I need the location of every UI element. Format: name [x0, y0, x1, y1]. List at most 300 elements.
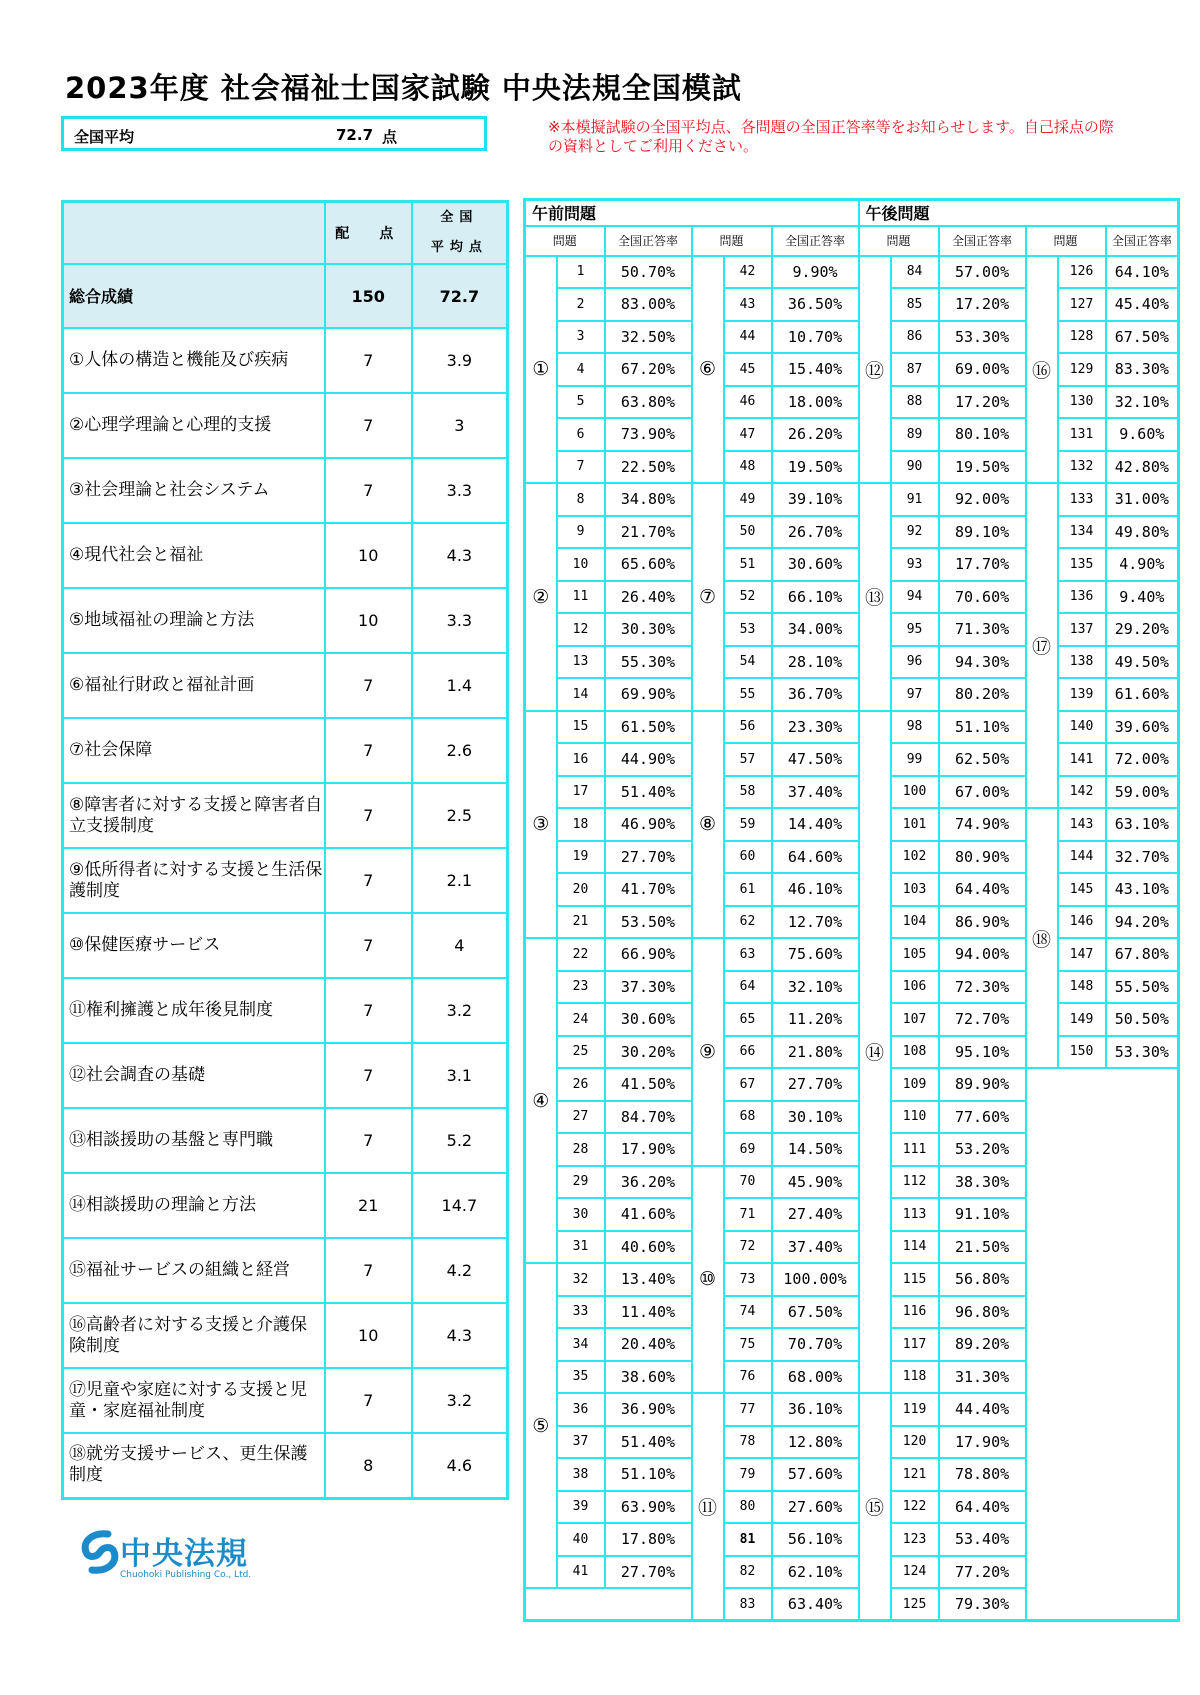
question-number: 91	[891, 483, 939, 516]
question-number: 132	[1058, 451, 1106, 484]
category-name: ⑨低所得者に対する支援と生活保護制度	[63, 848, 325, 913]
question-number: 74	[724, 1296, 772, 1329]
question-number: 100	[891, 776, 939, 809]
question-number: 40	[557, 1523, 605, 1556]
correct-rate: 55.50%	[1106, 971, 1179, 1004]
category-avg: 1.4	[412, 653, 508, 718]
subject-group-marker: ⑱	[1026, 808, 1058, 1068]
question-number: 45	[724, 353, 772, 386]
correct-rate: 77.20%	[939, 1556, 1026, 1589]
category-name: ⑧障害者に対する支援と障害者自立支援制度	[63, 783, 325, 848]
question-number: 16	[557, 743, 605, 776]
correct-rate: 86.90%	[939, 906, 1026, 939]
question-number: 10	[557, 548, 605, 581]
category-avg: 4.2	[412, 1238, 508, 1303]
category-name: ②心理学理論と心理的支援	[63, 393, 325, 458]
correct-rate: 9.40%	[1106, 581, 1179, 614]
empty-cell	[525, 1588, 692, 1621]
question-number: 78	[724, 1426, 772, 1459]
question-number: 119	[891, 1393, 939, 1426]
question-number: 143	[1058, 808, 1106, 841]
correct-rate: 64.40%	[939, 1491, 1026, 1524]
correct-rate: 41.60%	[605, 1198, 692, 1231]
correct-rate: 17.90%	[605, 1133, 692, 1166]
category-row	[63, 328, 508, 393]
subject-group-marker: ⑨	[692, 938, 724, 1166]
category-avg: 3.1	[412, 1043, 508, 1108]
question-number: 17	[557, 776, 605, 809]
question-row	[525, 808, 1179, 841]
correct-rate: 14.50%	[772, 1133, 859, 1166]
subject-group-marker: ①	[525, 256, 557, 484]
category-points: 7	[325, 393, 412, 458]
question-number: 64	[724, 971, 772, 1004]
subject-group-marker: ⑪	[692, 1393, 724, 1621]
correct-rate: 41.50%	[605, 1068, 692, 1101]
subject-group-marker: ⑦	[692, 483, 724, 711]
col-header-question: 問題	[859, 226, 939, 256]
question-number: 116	[891, 1296, 939, 1329]
col-header-question: 問題	[525, 226, 605, 256]
question-number: 102	[891, 841, 939, 874]
category-row	[63, 458, 508, 523]
col-header-question: 問題	[1026, 226, 1106, 256]
subject-group-marker: ⑯	[1026, 256, 1058, 484]
correct-rate: 21.80%	[772, 1036, 859, 1069]
category-summary-table	[61, 200, 509, 1500]
question-row	[525, 678, 1179, 711]
correct-rate: 89.10%	[939, 516, 1026, 549]
correct-rate: 83.30%	[1106, 353, 1179, 386]
correct-rate: 64.40%	[939, 873, 1026, 906]
category-points: 10	[325, 523, 412, 588]
correct-rate: 64.10%	[1106, 256, 1179, 289]
correct-rate: 67.20%	[605, 353, 692, 386]
question-number: 4	[557, 353, 605, 386]
correct-rate: 30.60%	[605, 1003, 692, 1036]
question-number: 13	[557, 646, 605, 679]
subject-group-marker: ⑰	[1026, 483, 1058, 808]
correct-rate: 57.60%	[772, 1458, 859, 1491]
question-number: 27	[557, 1101, 605, 1134]
col-header-rate: 全国正答率	[1106, 226, 1179, 256]
category-points: 7	[325, 978, 412, 1043]
correct-rate: 30.10%	[772, 1101, 859, 1134]
logo-mark-icon	[78, 1528, 122, 1576]
question-number: 111	[891, 1133, 939, 1166]
question-row	[525, 873, 1179, 906]
correct-rate: 95.10%	[939, 1036, 1026, 1069]
category-avg: 14.7	[412, 1173, 508, 1238]
question-number: 107	[891, 1003, 939, 1036]
subject-group-marker: ②	[525, 483, 557, 711]
question-number: 69	[724, 1133, 772, 1166]
correct-rate: 80.10%	[939, 418, 1026, 451]
category-avg: 2.5	[412, 783, 508, 848]
question-number: 109	[891, 1068, 939, 1101]
question-number: 23	[557, 971, 605, 1004]
correct-rate: 67.50%	[1106, 321, 1179, 354]
question-number: 20	[557, 873, 605, 906]
question-number: 149	[1058, 1003, 1106, 1036]
category-name: ⑭相談援助の理論と方法	[63, 1173, 325, 1238]
question-row	[525, 938, 1179, 971]
category-row	[63, 393, 508, 458]
question-number: 63	[724, 938, 772, 971]
correct-rate: 34.00%	[772, 613, 859, 646]
question-row	[525, 743, 1179, 776]
correct-rate: 17.20%	[939, 288, 1026, 321]
correct-rate: 47.50%	[772, 743, 859, 776]
question-number: 125	[891, 1588, 939, 1621]
correct-rate: 89.90%	[939, 1068, 1026, 1101]
question-number: 118	[891, 1361, 939, 1394]
question-number: 76	[724, 1361, 772, 1394]
question-number: 120	[891, 1426, 939, 1459]
correct-rate: 27.60%	[772, 1491, 859, 1524]
category-points: 7	[325, 653, 412, 718]
correct-rate: 55.30%	[605, 646, 692, 679]
question-number: 47	[724, 418, 772, 451]
summary-header-avg-line1: 全国	[440, 210, 479, 225]
logo-name: 中央法規	[120, 1536, 248, 1572]
category-row	[63, 1433, 508, 1498]
question-number: 77	[724, 1393, 772, 1426]
category-name: ③社会理論と社会システム	[63, 458, 325, 523]
question-number: 33	[557, 1296, 605, 1329]
column-header-row	[525, 226, 1179, 256]
correct-rate: 63.10%	[1106, 808, 1179, 841]
correct-rate: 17.20%	[939, 386, 1026, 419]
question-number: 1	[557, 256, 605, 289]
correct-rate: 12.80%	[772, 1426, 859, 1459]
correct-rate: 61.50%	[605, 711, 692, 744]
correct-rate: 12.70%	[772, 906, 859, 939]
category-points: 7	[325, 783, 412, 848]
correct-rate: 27.70%	[772, 1068, 859, 1101]
correct-rate: 27.40%	[772, 1198, 859, 1231]
category-row	[63, 1108, 508, 1173]
question-number: 110	[891, 1101, 939, 1134]
category-avg: 4.6	[412, 1433, 508, 1498]
question-number: 98	[891, 711, 939, 744]
correct-rate: 100.00%	[772, 1263, 859, 1296]
question-number: 80	[724, 1491, 772, 1524]
question-number: 22	[557, 938, 605, 971]
question-number: 12	[557, 613, 605, 646]
correct-rate: 53.50%	[605, 906, 692, 939]
correct-rate: 80.90%	[939, 841, 1026, 874]
question-number: 86	[891, 321, 939, 354]
question-number: 146	[1058, 906, 1106, 939]
col-header-rate: 全国正答率	[939, 226, 1026, 256]
summary-header-blank	[63, 202, 325, 265]
question-number: 139	[1058, 678, 1106, 711]
question-number: 79	[724, 1458, 772, 1491]
question-number: 38	[557, 1458, 605, 1491]
category-row	[63, 913, 508, 978]
page-title: 2023年度 社会福祉士国家試験 中央法規全国模試	[65, 71, 742, 105]
correct-rate: 96.80%	[939, 1296, 1026, 1329]
correct-rate: 39.10%	[772, 483, 859, 516]
question-number: 72	[724, 1231, 772, 1264]
summary-header-avg	[412, 202, 508, 265]
question-rates-table	[523, 198, 1180, 1622]
question-row	[525, 353, 1179, 386]
empty-cell	[1026, 1068, 1179, 1621]
question-number: 128	[1058, 321, 1106, 354]
correct-rate: 42.80%	[1106, 451, 1179, 484]
question-number: 8	[557, 483, 605, 516]
category-avg: 3.3	[412, 588, 508, 653]
correct-rate: 68.00%	[772, 1361, 859, 1394]
question-number: 6	[557, 418, 605, 451]
question-number: 61	[724, 873, 772, 906]
question-number: 66	[724, 1036, 772, 1069]
summary-total-avg: 72.7	[412, 264, 508, 328]
correct-rate: 91.10%	[939, 1198, 1026, 1231]
category-row	[63, 1368, 508, 1433]
question-row	[525, 386, 1179, 419]
correct-rate: 19.50%	[772, 451, 859, 484]
correct-rate: 66.10%	[772, 581, 859, 614]
category-row	[63, 1043, 508, 1108]
question-number: 41	[557, 1556, 605, 1589]
national-average-unit: 点	[382, 128, 398, 146]
national-average-label: 全国平均	[74, 128, 135, 146]
question-number: 42	[724, 256, 772, 289]
correct-rate: 27.70%	[605, 1556, 692, 1589]
correct-rate: 20.40%	[605, 1328, 692, 1361]
correct-rate: 17.70%	[939, 548, 1026, 581]
question-number: 2	[557, 288, 605, 321]
correct-rate: 22.50%	[605, 451, 692, 484]
category-row	[63, 523, 508, 588]
category-avg: 3.2	[412, 1368, 508, 1433]
category-avg: 3.3	[412, 458, 508, 523]
question-number: 15	[557, 711, 605, 744]
question-number: 103	[891, 873, 939, 906]
question-number: 112	[891, 1166, 939, 1199]
correct-rate: 32.50%	[605, 321, 692, 354]
correct-rate: 21.70%	[605, 516, 692, 549]
category-name: ④現代社会と福祉	[63, 523, 325, 588]
correct-rate: 83.00%	[605, 288, 692, 321]
question-row	[525, 1003, 1179, 1036]
question-number: 136	[1058, 581, 1106, 614]
correct-rate: 53.40%	[939, 1523, 1026, 1556]
question-number: 90	[891, 451, 939, 484]
category-points: 7	[325, 1043, 412, 1108]
question-number: 21	[557, 906, 605, 939]
correct-rate: 94.00%	[939, 938, 1026, 971]
question-number: 50	[724, 516, 772, 549]
category-name: ⑦社会保障	[63, 718, 325, 783]
correct-rate: 14.40%	[772, 808, 859, 841]
question-number: 88	[891, 386, 939, 419]
correct-rate: 36.50%	[772, 288, 859, 321]
question-number: 57	[724, 743, 772, 776]
question-number: 150	[1058, 1036, 1106, 1069]
col-header-rate: 全国正答率	[605, 226, 692, 256]
correct-rate: 84.70%	[605, 1101, 692, 1134]
correct-rate: 80.20%	[939, 678, 1026, 711]
question-number: 71	[724, 1198, 772, 1231]
correct-rate: 10.70%	[772, 321, 859, 354]
correct-rate: 36.20%	[605, 1166, 692, 1199]
question-number: 124	[891, 1556, 939, 1589]
question-number: 96	[891, 646, 939, 679]
question-number: 104	[891, 906, 939, 939]
correct-rate: 49.80%	[1106, 516, 1179, 549]
question-number: 137	[1058, 613, 1106, 646]
subject-group-marker: ⑮	[859, 1393, 891, 1621]
correct-rate: 49.50%	[1106, 646, 1179, 679]
question-number: 105	[891, 938, 939, 971]
notice-text: ※本模擬試験の全国平均点、各問題の全国正答率等をお知らせします。自己採点の際の資料としてご利用ください。	[548, 118, 1114, 155]
category-points: 7	[325, 913, 412, 978]
correct-rate: 30.20%	[605, 1036, 692, 1069]
category-name: ⑩保健医療サービス	[63, 913, 325, 978]
category-name: ⑬相談援助の基盤と専門職	[63, 1108, 325, 1173]
correct-rate: 31.30%	[939, 1361, 1026, 1394]
category-row	[63, 978, 508, 1043]
question-number: 113	[891, 1198, 939, 1231]
correct-rate: 37.30%	[605, 971, 692, 1004]
summary-header-avg-line2: 平均点	[430, 240, 488, 255]
correct-rate: 69.90%	[605, 678, 692, 711]
correct-rate: 11.40%	[605, 1296, 692, 1329]
question-number: 97	[891, 678, 939, 711]
question-number: 85	[891, 288, 939, 321]
correct-rate: 38.30%	[939, 1166, 1026, 1199]
subject-group-marker: ⑬	[859, 483, 891, 711]
question-number: 32	[557, 1263, 605, 1296]
morning-header: 午前問題	[525, 200, 859, 226]
question-number: 14	[557, 678, 605, 711]
question-number: 141	[1058, 743, 1106, 776]
correct-rate: 53.30%	[939, 321, 1026, 354]
correct-rate: 37.40%	[772, 776, 859, 809]
question-number: 131	[1058, 418, 1106, 451]
question-row	[525, 971, 1179, 1004]
correct-rate: 39.60%	[1106, 711, 1179, 744]
question-number: 44	[724, 321, 772, 354]
category-avg: 3.2	[412, 978, 508, 1043]
correct-rate: 51.10%	[939, 711, 1026, 744]
question-number: 134	[1058, 516, 1106, 549]
correct-rate: 67.80%	[1106, 938, 1179, 971]
question-number: 28	[557, 1133, 605, 1166]
question-number: 138	[1058, 646, 1106, 679]
correct-rate: 75.60%	[772, 938, 859, 971]
category-name: ⑮福祉サービスの組織と経営	[63, 1238, 325, 1303]
correct-rate: 45.40%	[1106, 288, 1179, 321]
correct-rate: 62.50%	[939, 743, 1026, 776]
publisher-logo	[78, 1526, 278, 1596]
correct-rate: 30.30%	[605, 613, 692, 646]
question-number: 114	[891, 1231, 939, 1264]
correct-rate: 72.70%	[939, 1003, 1026, 1036]
correct-rate: 78.80%	[939, 1458, 1026, 1491]
correct-rate: 13.40%	[605, 1263, 692, 1296]
question-number: 34	[557, 1328, 605, 1361]
question-row	[525, 646, 1179, 679]
correct-rate: 32.10%	[1106, 386, 1179, 419]
correct-rate: 71.30%	[939, 613, 1026, 646]
correct-rate: 94.30%	[939, 646, 1026, 679]
correct-rate: 28.10%	[772, 646, 859, 679]
category-row	[63, 588, 508, 653]
question-row	[525, 841, 1179, 874]
category-row	[63, 848, 508, 913]
question-row	[525, 906, 1179, 939]
correct-rate: 63.80%	[605, 386, 692, 419]
category-points: 7	[325, 458, 412, 523]
question-number: 92	[891, 516, 939, 549]
question-number: 24	[557, 1003, 605, 1036]
question-number: 35	[557, 1361, 605, 1394]
question-number: 49	[724, 483, 772, 516]
question-number: 93	[891, 548, 939, 581]
question-number: 37	[557, 1426, 605, 1459]
correct-rate: 63.90%	[605, 1491, 692, 1524]
correct-rate: 31.00%	[1106, 483, 1179, 516]
subject-group-marker: ⑧	[692, 711, 724, 939]
category-points: 21	[325, 1173, 412, 1238]
category-avg: 2.1	[412, 848, 508, 913]
question-number: 26	[557, 1068, 605, 1101]
category-points: 7	[325, 1108, 412, 1173]
question-number: 52	[724, 581, 772, 614]
question-number: 73	[724, 1263, 772, 1296]
correct-rate: 72.30%	[939, 971, 1026, 1004]
question-number: 130	[1058, 386, 1106, 419]
correct-rate: 63.40%	[772, 1588, 859, 1621]
category-name: ⑱就労支援サービス、更生保護制度	[63, 1433, 325, 1498]
correct-rate: 23.30%	[772, 711, 859, 744]
correct-rate: 27.70%	[605, 841, 692, 874]
category-name: ⑥福祉行財政と福祉計画	[63, 653, 325, 718]
question-row	[525, 321, 1179, 354]
question-number: 19	[557, 841, 605, 874]
question-number: 36	[557, 1393, 605, 1426]
question-number: 89	[891, 418, 939, 451]
correct-rate: 36.90%	[605, 1393, 692, 1426]
correct-rate: 15.40%	[772, 353, 859, 386]
question-number: 62	[724, 906, 772, 939]
question-number: 140	[1058, 711, 1106, 744]
correct-rate: 56.80%	[939, 1263, 1026, 1296]
question-number: 108	[891, 1036, 939, 1069]
question-number: 7	[557, 451, 605, 484]
question-number: 51	[724, 548, 772, 581]
subject-group-marker: ④	[525, 938, 557, 1263]
question-row	[525, 711, 1179, 744]
correct-rate: 70.70%	[772, 1328, 859, 1361]
correct-rate: 94.20%	[1106, 906, 1179, 939]
category-points: 10	[325, 588, 412, 653]
question-row	[525, 613, 1179, 646]
correct-rate: 26.70%	[772, 516, 859, 549]
correct-rate: 51.40%	[605, 776, 692, 809]
correct-rate: 70.60%	[939, 581, 1026, 614]
question-row	[525, 581, 1179, 614]
category-name: ⑪権利擁護と成年後見制度	[63, 978, 325, 1043]
category-avg: 4.3	[412, 1303, 508, 1368]
category-avg: 4	[412, 913, 508, 978]
question-number: 117	[891, 1328, 939, 1361]
